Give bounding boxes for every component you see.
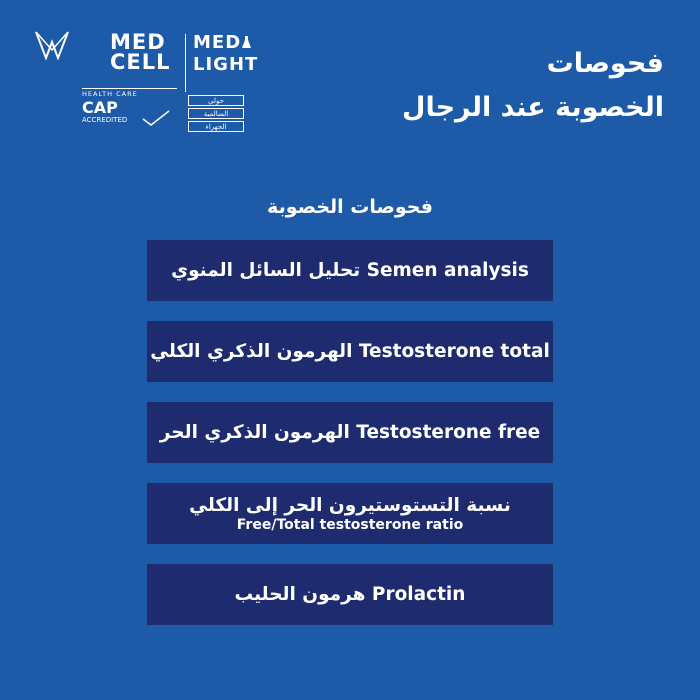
accredited-label: ACCREDITED [82,116,128,124]
brand-name-medlight: MED LIGHT [193,32,259,75]
page-title-line1: فحوصات [546,48,664,79]
page-title-line2: الخصوبة عند الرجال [402,92,664,123]
flask-icon [242,36,251,49]
section-title: فحوصات الخصوبة [267,196,433,218]
logo-tagline: HEALTH CARE [82,88,177,98]
cap-badge: CAP [82,98,118,117]
test-card-prolactin [147,564,553,625]
page-title [402,42,664,130]
test-sublabel: Free/Total testosterone ratio [236,516,464,533]
medcell-logo-mark-icon [34,30,70,60]
tests-list [147,240,553,645]
test-label: نسبة التستوستيرون الحر إلى الكلي [189,494,511,516]
brand-name-medcell: MED CELL [110,30,171,74]
test-label: الهرمون الذكري الكلي Testosterone total [150,341,550,362]
location-jahra: الجهراء [188,121,244,132]
test-card-free-total-ratio [147,483,553,544]
test-label: تحليل السائل المنوي Semen analysis [171,260,529,281]
test-card-testosterone-free [147,402,553,463]
test-card-semen-analysis [147,240,553,301]
test-card-testosterone-total [147,321,553,382]
test-label: هرمون الحليب Prolactin [234,584,466,605]
checkmark-icon [142,110,170,126]
location-hawally: حولي [188,95,244,106]
test-label: الهرمون الذكري الحر Testosterone free [159,422,541,443]
clinic-logo [30,26,259,136]
location-salmiya: السالمية [188,108,244,119]
logo-divider [185,34,186,92]
